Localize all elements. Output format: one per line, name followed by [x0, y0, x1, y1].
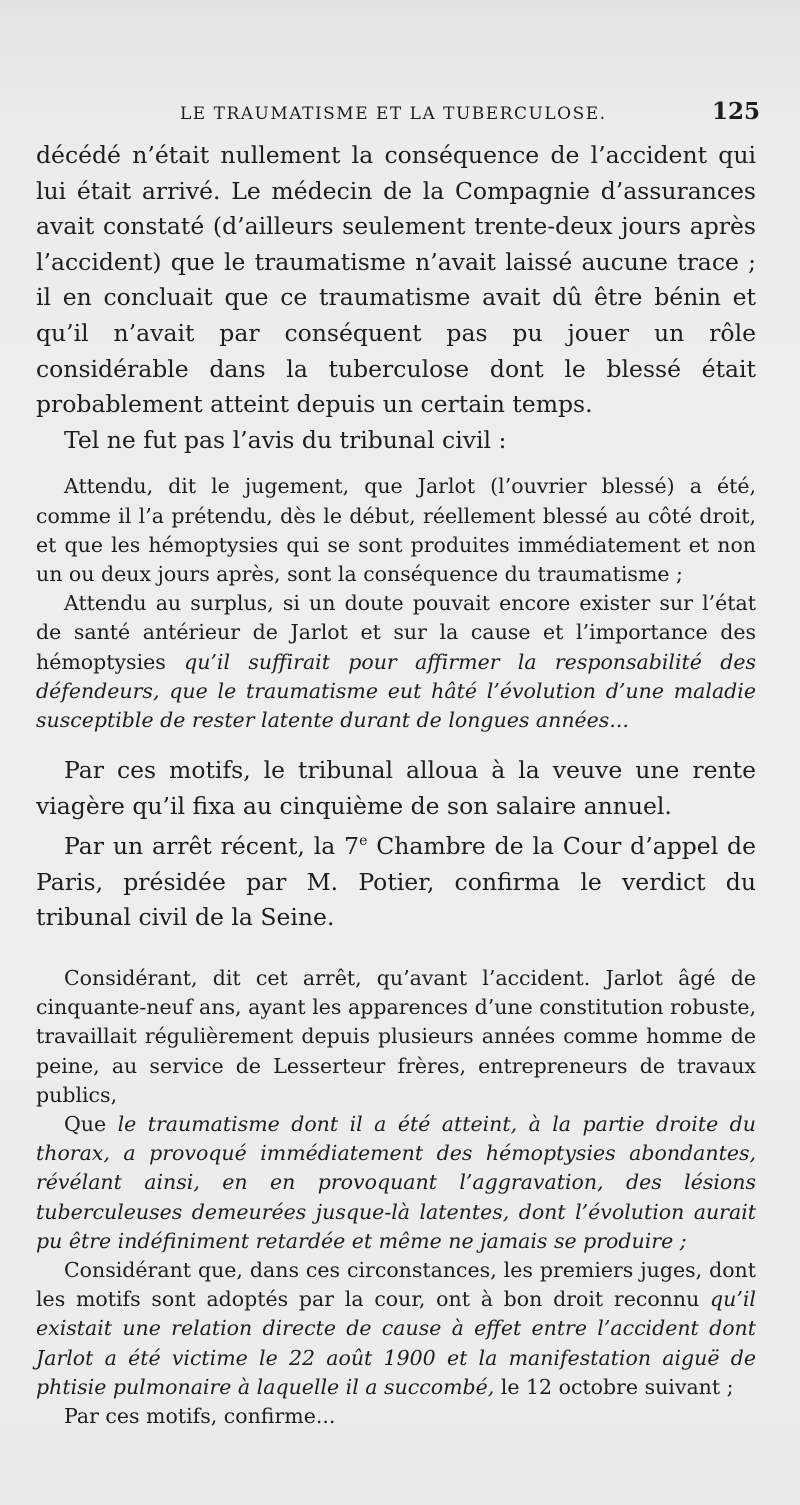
paragraph-1: décédé n’était nullement la conséquence de l’accident qui lui était arrivé. Le médecin de la Compagnie d’assurances avait constaté (d’ailleurs seulement trente-deux jours après l’accident) que le traumatisme n’avait laissé aucune trace ; il en concluait que ce traumatisme avait dû être bénin et qu’il n’avait par conséquent pas pu jouer un rôle considérable dans la tuberculose dont le blessé était probablement atteint depuis un certain temps. [36, 141, 756, 419]
paragraph-4 [36, 824, 756, 936]
quote-judgment-2-text: Attendu au surplus, si un doute pouvait encore exister sur l’état de santé antérieur de Jarlot et sur la cause et l’importance des hémoptysies [36, 591, 756, 674]
page-number: 125 [711, 98, 760, 125]
quote-arret-3-end: le 12 octobre suivant ; [494, 1374, 734, 1399]
paragraph-2: Tel ne fut pas l’avis du tribunal civil : [64, 425, 507, 454]
quote-arret-1: Considérant, dit cet arrêt, qu’avant l’accident. Jarlot âgé de cinquante-neuf ans, ayant les apparences d’une constitution robuste, travaillait régulièrement depuis plusieurs années comme homme de peine, au service de Lesserteur frères, entrepreneurs de travaux publics, [36, 965, 756, 1107]
quote-arret-2 [36, 1110, 756, 1256]
paragraph-4-sup: e [359, 833, 368, 850]
paragraph-3: Par ces motifs, le tribunal alloua à la veuve une rente viagère qu’il fixa au cinquième de son salaire annuel. [36, 756, 756, 820]
quote-arret-3-text: Considérant que, dans ces circonstances, les premiers juges, dont les motifs sont adoptés par la cour, ont à bon droit reconnu [36, 1258, 756, 1312]
running-header [40, 98, 760, 128]
quote-arret-3-italic: qu’il existait une relation directe de cause à effet entre l’accident dont Jarlot a été victime le 22 août 1900 et la manifestation aiguë de phtisie pulmonaire à laquelle il a succombé, [36, 1287, 756, 1399]
quote-arret-3 [36, 1256, 756, 1402]
paragraph-4-b: Chambre de la Cour d’appel de Paris, présidée par M. Potier, confirma le verdict du tribunal civil de la Seine. [36, 832, 757, 932]
page-body [36, 138, 756, 1431]
paragraph-4-a: Par un arrêt récent, la 7 [64, 832, 360, 861]
quote-judgment-1: Attendu, dit le jugement, que Jarlot (l’ouvrier blessé) a été, comme il l’a prétendu, dès le début, réellement blessé au côté droit, et que les hémoptysies qui se sont produites immédiatement et non un ou deux jours après, sont la conséquence du traumatisme ; [36, 474, 756, 586]
running-title: LE TRAUMATISME ET LA TUBERCULOSE. [180, 104, 607, 124]
quote-arret-2-text: Que [64, 1111, 118, 1136]
quote-judgment-2-italic: qu’il suffirait pour affirmer la responsabilité des défendeurs, que le traumatisme eut hâté l’évolution d’une maladie susceptible de rester latente durant de longues années... [36, 649, 756, 732]
quote-arret-2-italic: le traumatisme dont il a été atteint, à la partie droite du thorax, a provoqué immédiatement des hémoptysies abondantes, révélant ainsi, en en provoquant l’aggravation, des lésions tuberculeuses demeurées jusque-là latentes, dont l’évolution aurait pu être indéfiniment retardée et même ne jamais se produire ; [36, 1111, 756, 1253]
quote-arret-4: Par ces motifs, confirme... [64, 1404, 336, 1429]
quote-judgment-2 [36, 589, 756, 735]
